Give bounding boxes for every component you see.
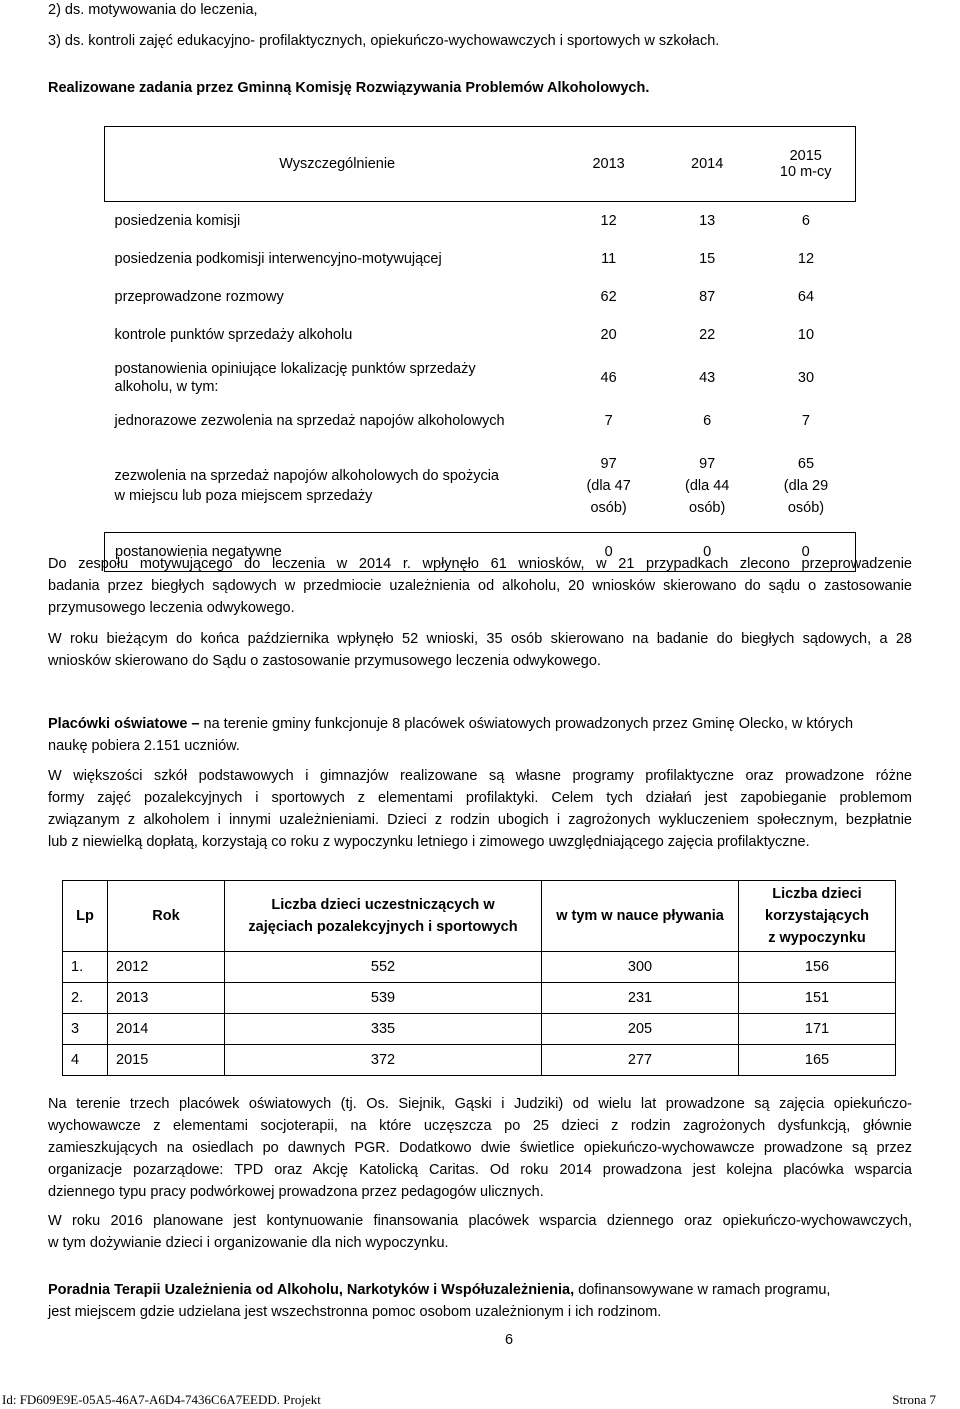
- paragraph-bold-lead: Poradnia Terapii Uzależnienia od Alkoholu, Narkotyków i Współuzależnienia,: [48, 1282, 575, 1298]
- row-value: 30: [797, 370, 815, 386]
- footer-document-id: Id: FD609E9E-05A5-46A7-A6D4-7436C6A7EEDD. Projekt: [2, 1392, 321, 1407]
- row-value: 43: [699, 370, 716, 386]
- paragraph-line: lub z niewielką dopłatą, korzystają co roku z wypoczynku letniego i zimowego uwzględniającego zajęcia profilaktyczne.: [48, 834, 810, 850]
- children-table: [62, 880, 896, 1076]
- paragraph-line: W większości szkół podstawowych i gimnazjów realizowane są własne programy profilaktyczne oraz prowadzone różne: [48, 768, 912, 784]
- row-label: postanowienia negatywne: [105, 533, 560, 572]
- paragraph-line: wniosków skierowano do Sądu o zastosowanie przymusowego leczenia odwykowego.: [48, 653, 601, 669]
- cell-year: 2013: [108, 983, 225, 1014]
- cell-value: 552: [225, 952, 542, 983]
- row-value: 12: [797, 251, 815, 267]
- cell-value: 165: [739, 1045, 896, 1076]
- paragraph-current-year: [48, 628, 912, 672]
- paragraph-line: związanym z alkoholem i innymi uzależnieniami. Dzieci z rodzin ubogich i zagrożonych wykluczeniem społecznym, bezpłatnie: [48, 812, 912, 828]
- cell-value: 335: [225, 1014, 542, 1045]
- table-row: [63, 952, 896, 983]
- header-cell: [658, 127, 757, 202]
- row-value: 20: [600, 327, 617, 343]
- cell-lp: 2.: [63, 983, 108, 1014]
- row-value: 7: [801, 413, 810, 429]
- row-label: [105, 440, 560, 533]
- cell-lp: 3: [63, 1014, 108, 1045]
- header-cell: Lp: [63, 881, 108, 952]
- table-row: [63, 1014, 896, 1045]
- cell-year: 2012: [108, 952, 225, 983]
- row-value: 22: [699, 327, 716, 343]
- table-row: [63, 1045, 896, 1076]
- paragraph-bold-lead: Placówki oświatowe –: [48, 716, 200, 732]
- paragraph-line: dziennego typu pracy podwórkowej prowadzona przez pedagogów ulicznych.: [48, 1184, 544, 1200]
- intro-item-3: 3) ds. kontroli zajęć edukacyjno- profilaktycznych, opiekuńczo-wychowawczych i sportowych w szkołach.: [48, 33, 720, 49]
- paragraph-motivation-team: [48, 553, 912, 619]
- table-header-row: [63, 881, 896, 952]
- value-line: 97: [699, 456, 716, 472]
- row-value: 87: [699, 289, 716, 305]
- cell-value: 277: [542, 1045, 739, 1076]
- footer-page-label: Strona 7: [892, 1392, 936, 1407]
- cell-lp: 4: [63, 1045, 108, 1076]
- row-value: 46: [600, 370, 617, 386]
- row-label: [105, 354, 560, 402]
- header-label: 2013: [592, 156, 625, 172]
- section-title: Realizowane zadania przez Gminną Komisję Rozwiązywania Problemów Alkoholowych.: [48, 80, 650, 96]
- row-value: 0: [559, 533, 658, 572]
- row-value: 6: [801, 213, 810, 229]
- row-value: 11: [601, 251, 617, 267]
- header-cell: Rok: [108, 881, 225, 952]
- header-cell: [739, 881, 896, 952]
- paragraph-line: przymusowego leczenia odwykowego.: [48, 600, 295, 616]
- paragraph-schools: [48, 713, 912, 757]
- value-line: (dla 47: [586, 478, 631, 494]
- row-label: posiedzenia komisji: [114, 213, 241, 229]
- row-value: 64: [797, 289, 815, 305]
- header-label: Wyszczególnienie: [279, 156, 396, 172]
- header-line: Liczba dzieci: [772, 886, 862, 902]
- row-value: 6: [703, 413, 712, 429]
- paragraph-line: badania przez biegłych sądowych w przedmiocie uzależnienia od alkoholu, 20 wniosków skierowano do sądu o zastosowanie: [48, 578, 912, 594]
- header-line: Liczba dzieci uczestniczących w: [271, 897, 495, 913]
- row-value: [658, 440, 757, 533]
- table-header-row: [105, 127, 856, 202]
- row-label-line: alkoholu, w tym:: [114, 379, 219, 395]
- value-line: 65: [797, 456, 815, 472]
- value-line: osób): [689, 500, 726, 516]
- header-sublabel: 10 m-cy: [779, 164, 832, 180]
- row-label: posiedzenia podkomisji interwencyjno-motywującej: [114, 251, 442, 267]
- header-cell: [225, 881, 542, 952]
- table-row: [105, 240, 856, 278]
- paragraph-line: jest miejscem gdzie udzielana jest wszechstronna pomoc osobom uzależnionym i ich rodzinom.: [48, 1304, 662, 1320]
- cell-value: 171: [739, 1014, 896, 1045]
- header-label: 2014: [691, 156, 724, 172]
- header-cell: [559, 127, 658, 202]
- row-value: 13: [699, 213, 716, 229]
- row-label: kontrole punktów sprzedaży alkoholu: [114, 327, 353, 343]
- paragraph-care-centers: [48, 1093, 912, 1203]
- intro-item-2: 2) ds. motywowania do leczenia,: [48, 2, 258, 18]
- paragraph-line: wychowawcze z elementami socjoterapii, na które uczęszcza po 25 dzieci z rodzin zagrożonych dysfunkcją, głównie: [48, 1118, 912, 1134]
- table-row: [105, 440, 856, 533]
- paragraph-line: organizacje pozarządowe: TPD oraz Akcję Katolicką Caritas. Od roku 2014 prowadzona jest kolejna placówka wsparcia: [48, 1162, 912, 1178]
- row-label-line: postanowienia opiniujące lokalizację punktów sprzedaży: [114, 361, 476, 377]
- paragraph-line: formy zajęć pozalekcyjnych i sportowych z elementami profilaktyki. Celem tych działań jest zapobieganie problemom: [48, 790, 912, 806]
- value-line: osób): [590, 500, 627, 516]
- paragraph-line: naukę pobiera 2.151 uczniów.: [48, 738, 240, 754]
- paragraph-line: W roku bieżącym do końca października wpłynęło 52 wnioski, 35 osób skierowano na badanie do biegłych sądowych, a 28: [48, 631, 912, 647]
- row-value: 62: [600, 289, 617, 305]
- page-number: 6: [505, 1332, 514, 1348]
- row-value: 0: [756, 533, 855, 572]
- cell-lp: 1.: [63, 952, 108, 983]
- row-value: [559, 440, 658, 533]
- paragraph-line: zamieszkujących na osiedlach po dawnych PGR. Dodatkowo dwie świetlice opiekuńczo-wychowawcze prowadzone są przez: [48, 1140, 912, 1156]
- value-line: osób): [787, 500, 825, 516]
- cell-value: 156: [739, 952, 896, 983]
- table-row: [105, 316, 856, 354]
- header-cell: [756, 127, 855, 202]
- row-label: jednorazowe zezwolenia na sprzedaż napojów alkoholowych: [114, 413, 505, 429]
- paragraph-line: w tym dożywianie dzieci i organizowanie dla nich wypoczynku.: [48, 1235, 449, 1251]
- header-line: korzystających: [765, 908, 869, 924]
- header-line: z wypoczynku: [768, 930, 866, 946]
- table-row: [63, 983, 896, 1014]
- paragraph-plans-2016: [48, 1210, 912, 1254]
- table-row: [105, 402, 856, 440]
- cell-value: 231: [542, 983, 739, 1014]
- cell-value: 205: [542, 1014, 739, 1045]
- paragraph-line: Na terenie trzech placówek oświatowych (tj. Os. Siejnik, Gąski i Judziki) od wielu lat prowadzone są zajęcia opiekuńczo-: [48, 1096, 912, 1112]
- row-label-line: w miejscu lub poza miejscem sprzedaży: [114, 488, 373, 504]
- paragraph-line: dofinansowywane w ramach programu,: [574, 1282, 831, 1298]
- row-value: 0: [658, 533, 757, 572]
- row-value: 15: [699, 251, 716, 267]
- cell-value: 372: [225, 1045, 542, 1076]
- value-line: 97: [600, 456, 617, 472]
- row-value: 10: [797, 327, 815, 343]
- paragraph-line: W roku 2016 planowane jest kontynuowanie finansowania placówek wsparcia dziennego oraz opiekuńczo-wychowawczych,: [48, 1213, 912, 1229]
- row-value: 12: [600, 213, 617, 229]
- table-row: [105, 354, 856, 402]
- paragraph-clinic: [48, 1279, 912, 1323]
- row-value: [756, 440, 855, 533]
- value-line: (dla 44: [684, 478, 730, 494]
- cell-year: 2015: [108, 1045, 225, 1076]
- row-label-line: zezwolenia na sprzedaż napojów alkoholowych do spożycia: [114, 468, 499, 484]
- table-row: [105, 278, 856, 316]
- paragraph-line: na terenie gminy funkcjonuje 8 placówek oświatowych prowadzonych przez Gminę Olecko, w których: [199, 716, 854, 732]
- paragraph-programs: [48, 765, 912, 853]
- cell-value: 151: [739, 983, 896, 1014]
- row-label: przeprowadzone rozmowy: [114, 289, 284, 305]
- cell-value: 539: [225, 983, 542, 1014]
- table-row: [105, 202, 856, 241]
- header-line: zajęciach pozalekcyjnych i sportowych: [248, 919, 518, 935]
- value-line: (dla 29: [783, 478, 829, 494]
- cell-value: 300: [542, 952, 739, 983]
- header-cell: w tym w nauce pływania: [542, 881, 739, 952]
- paragraph-line: Do zespołu motywującego do leczenia w 2014 r. wpłynęło 61 wniosków, w 21 przypadkach zlecono przeprowadzenie: [48, 556, 912, 572]
- header-label: 2015: [789, 148, 822, 164]
- row-value: 7: [604, 413, 613, 429]
- header-cell: [105, 127, 560, 202]
- commission-table: [104, 126, 856, 572]
- cell-year: 2014: [108, 1014, 225, 1045]
